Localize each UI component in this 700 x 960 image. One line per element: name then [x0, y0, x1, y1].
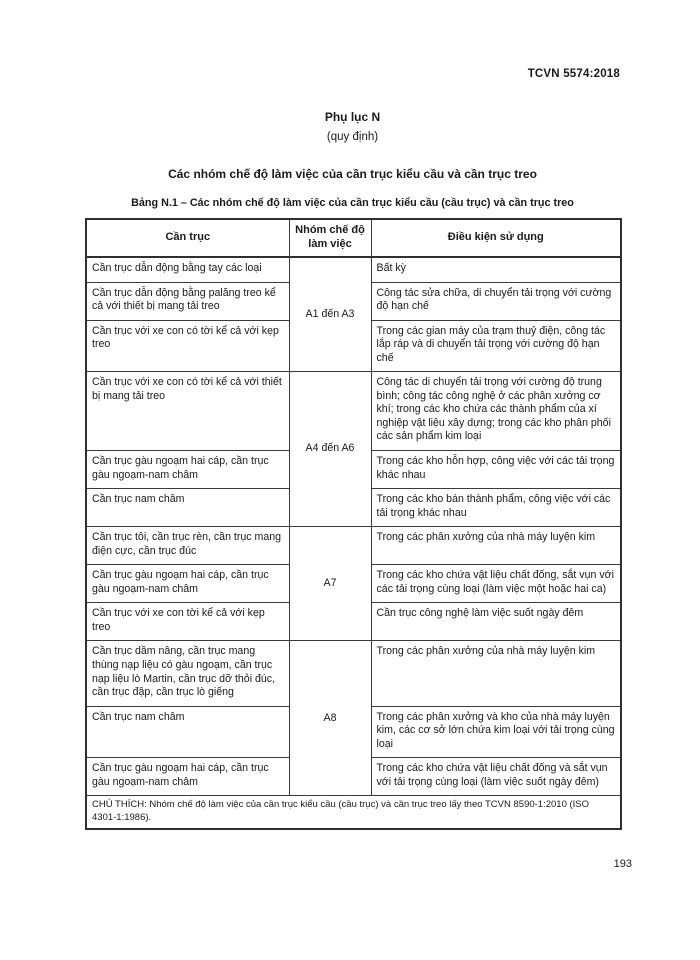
appendix-subtitle: (quy định): [326, 131, 379, 143]
table-row: [86, 641, 621, 706]
working-mode-group-cell: A4 đến A6: [289, 372, 371, 527]
standard-reference-header: TCVN 5574:2018: [527, 68, 620, 80]
table-row: [86, 372, 621, 451]
usage-condition-cell: Trong các kho chứa vật liệu chất đống và sắt vụn với tải trọng cùng loại (làm việc suốt ngày đêm): [371, 758, 621, 796]
usage-condition-cell: Cần trục công nghệ làm việc suốt ngày đêm: [371, 603, 621, 641]
crane-cell: Cần trục tôi, cần trục rèn, cần trục mang điện cực, cần trục đúc: [86, 527, 289, 565]
table-note: CHÚ THÍCH: Nhóm chế độ làm việc của cần trục kiểu cầu (cầu trục) và cần trục treo lấy theo TCVN 8590-1:2010 (ISO 4301-1:1986).: [86, 796, 621, 829]
table-row: [86, 257, 621, 282]
table-row: [86, 527, 621, 565]
crane-cell: Cần trục nam châm: [86, 706, 289, 758]
crane-cell: Cần trục dầm nâng, cần trục mang thùng nạp liệu có gàu ngoạm, cần trục nạp liệu lò Martin, cần trục dỡ thỏi đúc, cần trục đập, cần trục lò giếng: [86, 641, 289, 706]
usage-condition-cell: Công tác sửa chữa, di chuyển tải trọng với cường độ hạn chế: [371, 282, 621, 320]
column-header-crane: Cần trục: [86, 219, 289, 257]
column-header-usage-conditions: Điều kiện sử dụng: [371, 219, 621, 257]
page-number: 193: [613, 858, 632, 871]
crane-cell: Cần trục dẫn động bằng tay các loại: [86, 257, 289, 282]
usage-condition-cell: Công tác di chuyển tải trọng với cường độ trung bình; công tác công nghệ ở các phân xưởng cơ khí; trong các kho chứa các thành phẩm của xí nghiệp vật liệu xây dựng; trong các kho phân phối các sản phẩm kim loại: [371, 372, 621, 451]
crane-cell: Cần trục dẫn động bằng palăng treo kể cả với thiết bị mang tải treo: [86, 282, 289, 320]
crane-cell: Cần trục gàu ngoạm hai cáp, cần trục gàu ngoạm-nam châm: [86, 451, 289, 489]
section-title: Các nhóm chế độ làm việc của cần trục kiểu cầu và cần trục treo: [168, 167, 537, 181]
usage-condition-cell: Trong các kho hỗn hợp, công việc với các tải trọng khác nhau: [371, 451, 621, 489]
usage-condition-cell: Trong các kho bán thành phẩm, công việc với các tải trọng khác nhau: [371, 489, 621, 527]
crane-cell: Cần trục gàu ngoạm hai cáp, cần trục gàu ngoạm-nam châm: [86, 565, 289, 603]
table-note-row: [86, 796, 621, 829]
crane-cell: Cần trục gàu ngoạm hai cáp, cần trục gàu ngoạm-nam châm: [86, 758, 289, 796]
working-mode-group-cell: A8: [289, 641, 371, 796]
working-mode-group-cell: A7: [289, 527, 371, 641]
table-caption: Bảng N.1 – Các nhóm chế độ làm việc của cần trục kiểu cầu (cầu trục) và cần trục treo: [131, 197, 574, 209]
crane-cell: Cần trục với xe con tời kể cả với kẹp treo: [86, 603, 289, 641]
crane-working-mode-table: [85, 218, 622, 830]
usage-condition-cell: Trong các phân xưởng của nhà máy luyện kim: [371, 641, 621, 706]
crane-cell: Cần trục nam châm: [86, 489, 289, 527]
usage-condition-cell: Bất kỳ: [371, 257, 621, 282]
usage-condition-cell: Trong các phân xưởng và kho của nhà máy luyện kim, các cơ sở lớn chứa kim loại với tải trọng cùng loại: [371, 706, 621, 758]
working-mode-group-cell: A1 đến A3: [289, 257, 371, 372]
table-header-row: [86, 219, 621, 257]
usage-condition-cell: Trong các gian máy của trạm thuỷ điện, công tác lắp ráp và di chuyển tải trọng với cường độ hạn chế: [371, 320, 621, 372]
usage-condition-cell: Trong các phân xưởng của nhà máy luyện kim: [371, 527, 621, 565]
usage-condition-cell: Trong các kho chứa vật liệu chất đống, sắt vụn với các tải trọng cùng loại (làm việc một hoặc hai ca): [371, 565, 621, 603]
table-body: [86, 257, 621, 796]
appendix-title: Phụ lục N: [324, 110, 381, 124]
document-page: [85, 0, 632, 871]
crane-cell: Cần trục với xe con có tời kể cả với thiết bị mang tải treo: [86, 372, 289, 451]
crane-cell: Cần trục với xe con có tời kể cả với kẹp treo: [86, 320, 289, 372]
column-header-working-mode-group: Nhóm chế độ làm việc: [289, 219, 371, 257]
